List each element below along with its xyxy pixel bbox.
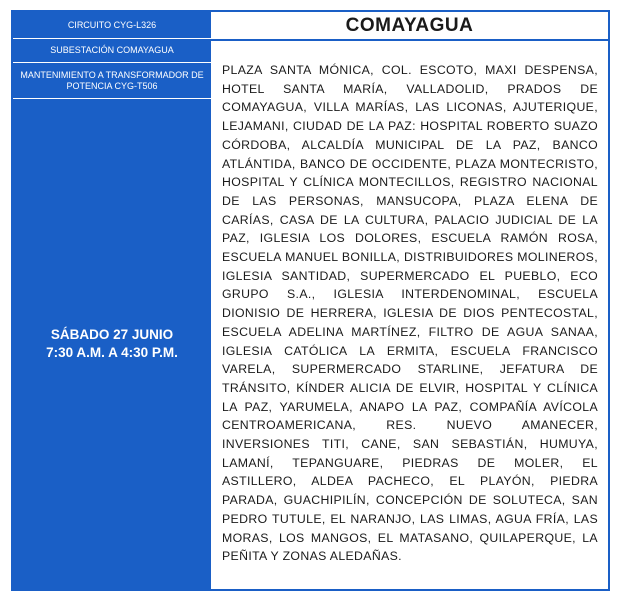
affected-places-text: PLAZA SANTA MÓNICA, COL. ESCOTO, MAXI DESPENSA, HOTEL SANTA MARÍA, VALLADOLID, PRADOS DE COMAYAGUA, VILLA MARÍAS, LAS LICONAS, AJUTERIQUE, LEJAMANI, CIUDAD DE LA PAZ: HOSPITAL ROBERTO SUAZO CÓRDOBA, ALCALDÍA MUNICIPAL DE LA PAZ, BANCO ATLÁNTIDA, BANCO DE OCCIDENTE, PLAZA MONTECRISTO, HOSPITAL Y CLÍNICA MONTECILLOS, REGISTRO NACIONAL DE LAS PERSONAS, MANSUCOPA, PLAZA ELENA DE CARÍAS, CASA DE LA CULTURA, PALACIO JUDICIAL DE LA PAZ, IGLESIA LOS DOLORES, ESCUELA RAMÓN ROSA, ESCUELA MANUEL BONILLA, DISTRIBUIDORES MOLINEROS, IGLESIA SANTIDAD, SUPERMERCADO EL PUEBLO, ECO GRUPO S.A., IGLESIA INTERDENOMINAL, ESCUELA DIONISIO DE HERRERA, IGLESIA DE DIOS PENTECOSTAL, ESCUELA ADELINA MARTÍNEZ, FILTRO DE AGUA SANAA, IGLESIA CATÓLICA LA ERMITA, ESCUELA FRANCISCO VARELA, SUPERMERCADO STARLINE, JEFATURA DE TRÁNSITO, KÍNDER ALICIA DE ELVIR, HOSPITAL Y CLÍNICA LA PAZ, YARUMELA, ANAPO LA PAZ, COMPAÑÍA AVÍCOLA CENTROAMERICANA, RES. NUEVO AMANECER, INVERSIONES TITI, CANE, SAN SEBASTIÁN, HUMUYA, LAMANÍ, TEPANGUARE, PIEDRAS DE MOLER, EL ASTILLERO, ALDEA PACHECO, EL PLAYÓN, PIEDRA PARADA, GUACHIPILÍN, CONCEPCIÓN DE SOLUTECA, SAN PEDRO TUTULE, EL NARANJO, LAS LIMAS, AGUA FRÍA, LAS MORAS, LOS MANGOS, EL MATASANO, QUILAPERQUE, LA PEÑITA Y ZONAS ALEDAÑAS. [222, 63, 598, 564]
affected-areas-column [211, 12, 608, 589]
substation-label: SUBESTACIÓN COMAYAGUA [13, 39, 211, 63]
circuit-label: CIRCUITO CYG-L326 [13, 12, 211, 39]
outage-notice-card [11, 10, 610, 591]
schedule-block [13, 99, 211, 589]
maintenance-label: MANTENIMIENTO A TRANSFORMADOR DE POTENCIA CYG-T506 [13, 63, 211, 99]
schedule-date: SÁBADO 27 JUNIO [50, 327, 174, 342]
schedule-time: 7:30 A.M. A 4:30 P.M. [46, 345, 178, 360]
circuit-info-column [13, 12, 211, 589]
region-title: COMAYAGUA [211, 12, 608, 41]
